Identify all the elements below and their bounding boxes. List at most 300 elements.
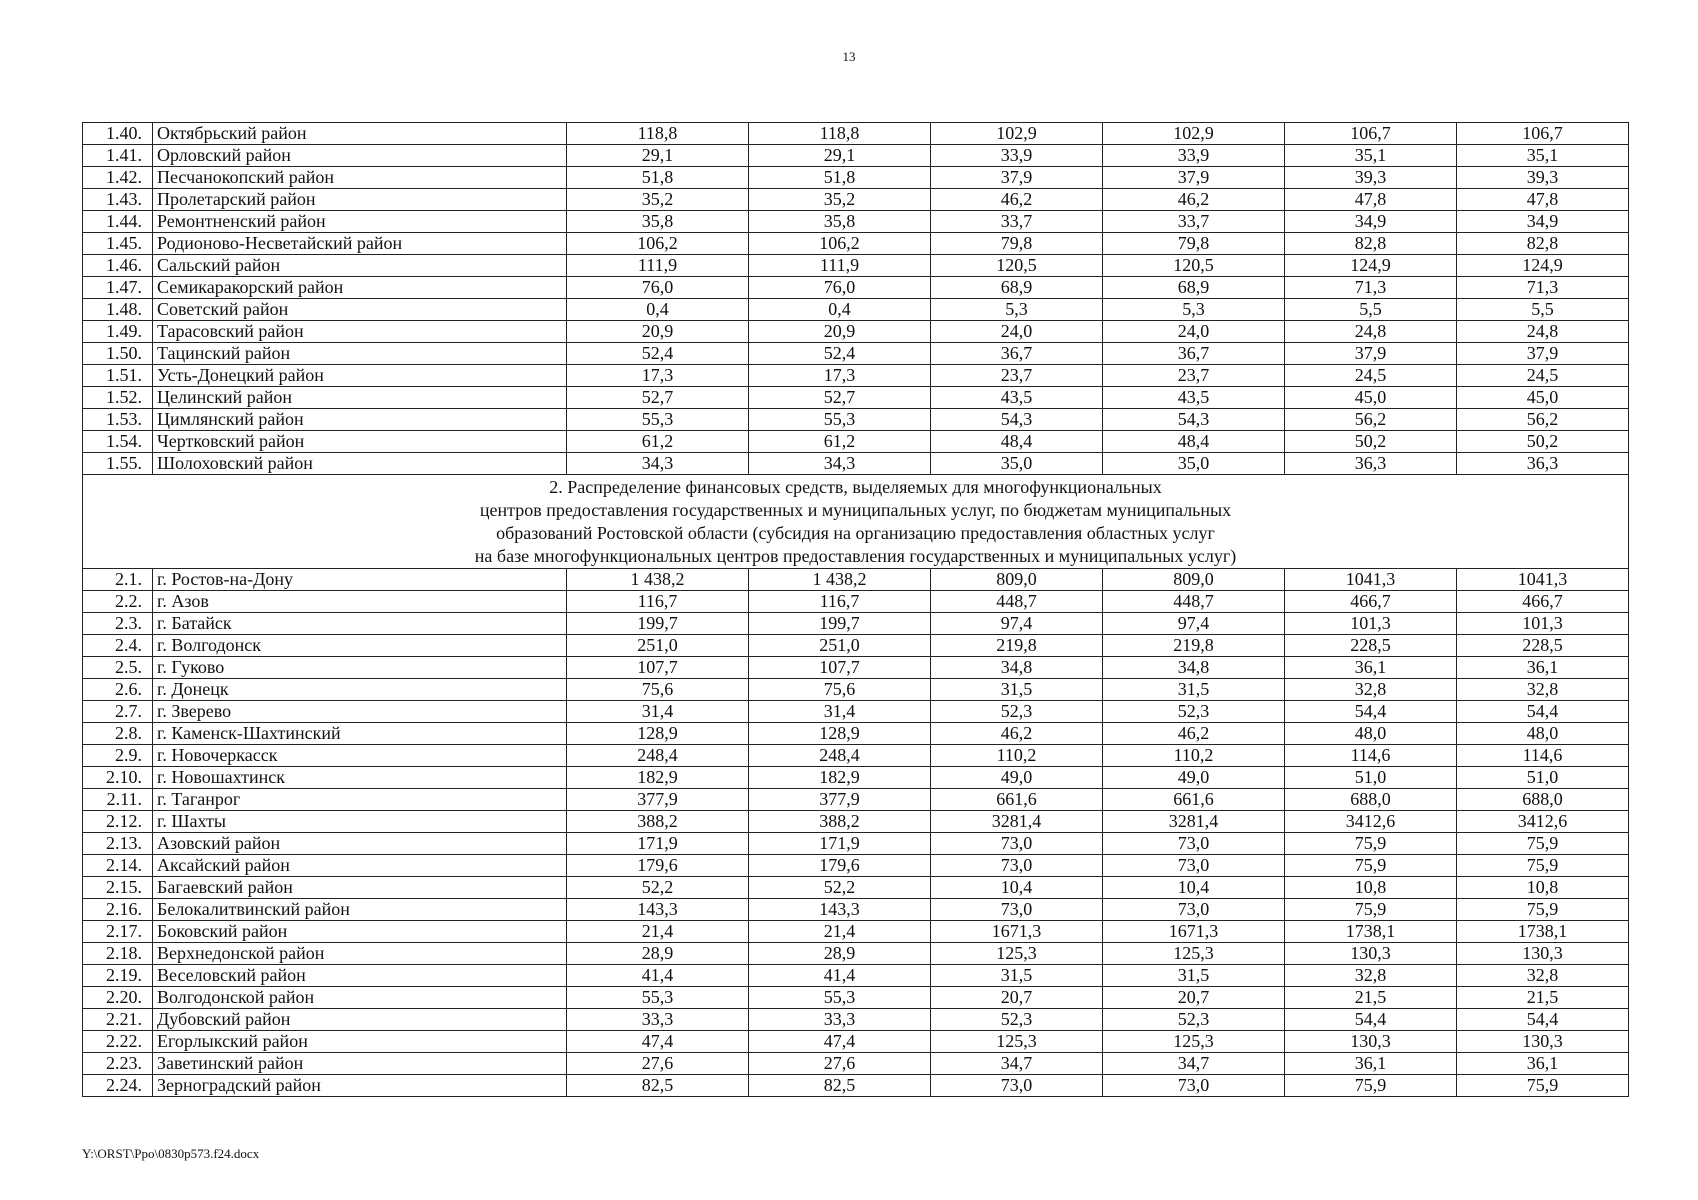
value-cell: 39,3 <box>1285 167 1457 189</box>
municipality-name: Шолоховский район <box>153 453 567 475</box>
row-number: 2.20. <box>83 987 153 1009</box>
value-cell: 47,8 <box>1285 189 1457 211</box>
municipality-name: Октябрьский район <box>153 123 567 145</box>
row-number: 1.55. <box>83 453 153 475</box>
row-number: 1.49. <box>83 321 153 343</box>
value-cell: 51,0 <box>1457 767 1629 789</box>
value-cell: 35,1 <box>1457 145 1629 167</box>
value-cell: 21,5 <box>1285 987 1457 1009</box>
value-cell: 36,3 <box>1457 453 1629 475</box>
row-number: 2.24. <box>83 1075 153 1097</box>
municipality-name: Азовский район <box>153 833 567 855</box>
table-row <box>83 767 1629 789</box>
table-row <box>83 1009 1629 1031</box>
value-cell: 54,4 <box>1457 1009 1629 1031</box>
value-cell: 3281,4 <box>1103 811 1285 833</box>
value-cell: 43,5 <box>931 387 1103 409</box>
row-number: 2.23. <box>83 1053 153 1075</box>
value-cell: 36,1 <box>1285 1053 1457 1075</box>
value-cell: 130,3 <box>1457 1031 1629 1053</box>
value-cell: 75,9 <box>1457 833 1629 855</box>
table-row <box>83 1075 1629 1097</box>
value-cell: 36,1 <box>1457 657 1629 679</box>
value-cell: 55,3 <box>567 409 749 431</box>
table-row <box>83 987 1629 1009</box>
value-cell: 36,1 <box>1457 1053 1629 1075</box>
value-cell: 1 438,2 <box>567 569 749 591</box>
municipality-name: Егорлыкский район <box>153 1031 567 1053</box>
value-cell: 54,4 <box>1285 1009 1457 1031</box>
value-cell: 661,6 <box>1103 789 1285 811</box>
value-cell: 1041,3 <box>1285 569 1457 591</box>
table-row <box>83 569 1629 591</box>
value-cell: 82,8 <box>1457 233 1629 255</box>
value-cell: 0,4 <box>567 299 749 321</box>
value-cell: 35,0 <box>931 453 1103 475</box>
value-cell: 251,0 <box>567 635 749 657</box>
value-cell: 1738,1 <box>1285 921 1457 943</box>
table-row <box>83 167 1629 189</box>
row-number: 2.5. <box>83 657 153 679</box>
value-cell: 35,8 <box>749 211 931 233</box>
value-cell: 73,0 <box>1103 899 1285 921</box>
value-cell: 110,2 <box>931 745 1103 767</box>
value-cell: 46,2 <box>1103 189 1285 211</box>
value-cell: 45,0 <box>1457 387 1629 409</box>
value-cell: 388,2 <box>567 811 749 833</box>
row-number: 2.14. <box>83 855 153 877</box>
row-number: 2.22. <box>83 1031 153 1053</box>
table-row <box>83 123 1629 145</box>
value-cell: 75,9 <box>1285 1075 1457 1097</box>
section-2-heading-group <box>83 475 1629 569</box>
section-2-rows <box>83 569 1629 1097</box>
table-row <box>83 1053 1629 1075</box>
value-cell: 124,9 <box>1285 255 1457 277</box>
municipality-name: Целинский район <box>153 387 567 409</box>
value-cell: 54,3 <box>1103 409 1285 431</box>
value-cell: 52,2 <box>749 877 931 899</box>
municipality-name: г. Азов <box>153 591 567 613</box>
value-cell: 106,2 <box>567 233 749 255</box>
value-cell: 24,8 <box>1457 321 1629 343</box>
table-row <box>83 189 1629 211</box>
value-cell: 48,4 <box>931 431 1103 453</box>
row-number: 1.52. <box>83 387 153 409</box>
municipality-name: г. Батайск <box>153 613 567 635</box>
row-number: 2.3. <box>83 613 153 635</box>
value-cell: 36,7 <box>1103 343 1285 365</box>
value-cell: 130,3 <box>1285 1031 1457 1053</box>
row-number: 2.7. <box>83 701 153 723</box>
value-cell: 24,5 <box>1457 365 1629 387</box>
value-cell: 36,7 <box>931 343 1103 365</box>
table-row <box>83 387 1629 409</box>
value-cell: 171,9 <box>749 833 931 855</box>
value-cell: 61,2 <box>567 431 749 453</box>
value-cell: 55,3 <box>567 987 749 1009</box>
value-cell: 34,9 <box>1457 211 1629 233</box>
value-cell: 199,7 <box>567 613 749 635</box>
municipality-name: Тарасовский район <box>153 321 567 343</box>
municipality-name: г. Донецк <box>153 679 567 701</box>
value-cell: 17,3 <box>749 365 931 387</box>
value-cell: 688,0 <box>1457 789 1629 811</box>
value-cell: 5,3 <box>931 299 1103 321</box>
table-row <box>83 211 1629 233</box>
row-number: 2.19. <box>83 965 153 987</box>
municipality-name: Аксайский район <box>153 855 567 877</box>
value-cell: 75,6 <box>567 679 749 701</box>
value-cell: 35,2 <box>567 189 749 211</box>
value-cell: 54,4 <box>1285 701 1457 723</box>
value-cell: 50,2 <box>1285 431 1457 453</box>
value-cell: 21,5 <box>1457 987 1629 1009</box>
value-cell: 51,8 <box>567 167 749 189</box>
value-cell: 35,1 <box>1285 145 1457 167</box>
row-number: 2.6. <box>83 679 153 701</box>
value-cell: 46,2 <box>1103 723 1285 745</box>
value-cell: 120,5 <box>931 255 1103 277</box>
value-cell: 29,1 <box>749 145 931 167</box>
value-cell: 228,5 <box>1457 635 1629 657</box>
value-cell: 10,8 <box>1285 877 1457 899</box>
value-cell: 248,4 <box>567 745 749 767</box>
value-cell: 114,6 <box>1285 745 1457 767</box>
municipality-name: Сальский район <box>153 255 567 277</box>
table-row <box>83 1031 1629 1053</box>
value-cell: 24,0 <box>931 321 1103 343</box>
row-number: 2.11. <box>83 789 153 811</box>
value-cell: 79,8 <box>931 233 1103 255</box>
value-cell: 20,7 <box>931 987 1103 1009</box>
value-cell: 21,4 <box>567 921 749 943</box>
value-cell: 35,8 <box>567 211 749 233</box>
value-cell: 5,5 <box>1285 299 1457 321</box>
table-row <box>83 943 1629 965</box>
municipality-name: Усть-Донецкий район <box>153 365 567 387</box>
value-cell: 31,5 <box>1103 679 1285 701</box>
row-number: 1.45. <box>83 233 153 255</box>
value-cell: 33,9 <box>1103 145 1285 167</box>
value-cell: 102,9 <box>931 123 1103 145</box>
value-cell: 52,3 <box>931 701 1103 723</box>
row-number: 1.40. <box>83 123 153 145</box>
value-cell: 24,0 <box>1103 321 1285 343</box>
value-cell: 24,5 <box>1285 365 1457 387</box>
table-row <box>83 365 1629 387</box>
value-cell: 228,5 <box>1285 635 1457 657</box>
row-number: 1.46. <box>83 255 153 277</box>
value-cell: 97,4 <box>931 613 1103 635</box>
table-row <box>83 745 1629 767</box>
table-row <box>83 965 1629 987</box>
value-cell: 45,0 <box>1285 387 1457 409</box>
row-number: 1.48. <box>83 299 153 321</box>
value-cell: 37,9 <box>1103 167 1285 189</box>
value-cell: 388,2 <box>749 811 931 833</box>
table-row <box>83 701 1629 723</box>
value-cell: 47,4 <box>749 1031 931 1053</box>
municipality-name: г. Гуково <box>153 657 567 679</box>
value-cell: 82,5 <box>749 1075 931 1097</box>
municipality-name: Песчанокопский район <box>153 167 567 189</box>
value-cell: 23,7 <box>931 365 1103 387</box>
value-cell: 32,8 <box>1285 965 1457 987</box>
value-cell: 73,0 <box>931 1075 1103 1097</box>
value-cell: 377,9 <box>567 789 749 811</box>
table-row <box>83 789 1629 811</box>
value-cell: 130,3 <box>1457 943 1629 965</box>
row-number: 1.51. <box>83 365 153 387</box>
value-cell: 33,7 <box>931 211 1103 233</box>
row-number: 2.18. <box>83 943 153 965</box>
value-cell: 33,3 <box>567 1009 749 1031</box>
value-cell: 47,8 <box>1457 189 1629 211</box>
row-number: 2.1. <box>83 569 153 591</box>
budget-distribution-table <box>82 122 1629 1097</box>
value-cell: 75,6 <box>749 679 931 701</box>
value-cell: 49,0 <box>931 767 1103 789</box>
value-cell: 52,4 <box>749 343 931 365</box>
table-row <box>83 343 1629 365</box>
value-cell: 75,9 <box>1285 833 1457 855</box>
table-row <box>83 921 1629 943</box>
value-cell: 125,3 <box>1103 1031 1285 1053</box>
value-cell: 75,9 <box>1457 855 1629 877</box>
table-row <box>83 233 1629 255</box>
value-cell: 55,3 <box>749 987 931 1009</box>
value-cell: 111,9 <box>567 255 749 277</box>
row-number: 1.43. <box>83 189 153 211</box>
value-cell: 0,4 <box>749 299 931 321</box>
value-cell: 23,7 <box>1103 365 1285 387</box>
municipality-name: г. Шахты <box>153 811 567 833</box>
value-cell: 34,3 <box>749 453 931 475</box>
row-number: 2.10. <box>83 767 153 789</box>
value-cell: 32,8 <box>1457 679 1629 701</box>
value-cell: 102,9 <box>1103 123 1285 145</box>
municipality-name: Волгодонской район <box>153 987 567 1009</box>
value-cell: 36,1 <box>1285 657 1457 679</box>
municipality-name: Чертковский район <box>153 431 567 453</box>
value-cell: 118,8 <box>567 123 749 145</box>
table-row <box>83 431 1629 453</box>
value-cell: 101,3 <box>1457 613 1629 635</box>
row-number: 1.54. <box>83 431 153 453</box>
value-cell: 50,2 <box>1457 431 1629 453</box>
value-cell: 1 438,2 <box>749 569 931 591</box>
value-cell: 52,2 <box>567 877 749 899</box>
municipality-name: Пролетарский район <box>153 189 567 211</box>
value-cell: 35,2 <box>749 189 931 211</box>
row-number: 2.4. <box>83 635 153 657</box>
municipality-name: Родионово-Несветайский район <box>153 233 567 255</box>
value-cell: 106,7 <box>1285 123 1457 145</box>
value-cell: 34,9 <box>1285 211 1457 233</box>
table-row <box>83 899 1629 921</box>
value-cell: 28,9 <box>567 943 749 965</box>
value-cell: 73,0 <box>931 899 1103 921</box>
table-row <box>83 409 1629 431</box>
section-heading-row <box>83 475 1629 569</box>
section-heading-line: 2. Распределение финансовых средств, выделяемых для многофункциональных <box>549 476 1162 497</box>
value-cell: 31,5 <box>1103 965 1285 987</box>
value-cell: 125,3 <box>1103 943 1285 965</box>
row-number: 1.41. <box>83 145 153 167</box>
value-cell: 1671,3 <box>1103 921 1285 943</box>
municipality-name: г. Ростов-на-Дону <box>153 569 567 591</box>
value-cell: 31,4 <box>567 701 749 723</box>
value-cell: 118,8 <box>749 123 931 145</box>
value-cell: 39,3 <box>1457 167 1629 189</box>
value-cell: 75,9 <box>1285 855 1457 877</box>
value-cell: 37,9 <box>1457 343 1629 365</box>
municipality-name: Орловский район <box>153 145 567 167</box>
table-row <box>83 657 1629 679</box>
value-cell: 75,9 <box>1285 899 1457 921</box>
value-cell: 114,6 <box>1457 745 1629 767</box>
value-cell: 73,0 <box>1103 855 1285 877</box>
municipality-name: Белокалитвинский район <box>153 899 567 921</box>
value-cell: 71,3 <box>1285 277 1457 299</box>
value-cell: 10,4 <box>931 877 1103 899</box>
value-cell: 54,3 <box>931 409 1103 431</box>
value-cell: 130,3 <box>1285 943 1457 965</box>
value-cell: 106,7 <box>1457 123 1629 145</box>
value-cell: 179,6 <box>749 855 931 877</box>
value-cell: 49,0 <box>1103 767 1285 789</box>
value-cell: 48,0 <box>1457 723 1629 745</box>
value-cell: 97,4 <box>1103 613 1285 635</box>
value-cell: 47,4 <box>567 1031 749 1053</box>
row-number: 2.2. <box>83 591 153 613</box>
value-cell: 76,0 <box>749 277 931 299</box>
table-row <box>83 299 1629 321</box>
table-row <box>83 877 1629 899</box>
value-cell: 101,3 <box>1285 613 1457 635</box>
row-number: 2.12. <box>83 811 153 833</box>
value-cell: 73,0 <box>1103 1075 1285 1097</box>
value-cell: 41,4 <box>567 965 749 987</box>
value-cell: 41,4 <box>749 965 931 987</box>
value-cell: 73,0 <box>931 855 1103 877</box>
municipality-name: г. Новочеркасск <box>153 745 567 767</box>
value-cell: 1738,1 <box>1457 921 1629 943</box>
value-cell: 3281,4 <box>931 811 1103 833</box>
value-cell: 143,3 <box>749 899 931 921</box>
value-cell: 124,9 <box>1457 255 1629 277</box>
row-number: 2.9. <box>83 745 153 767</box>
value-cell: 29,1 <box>567 145 749 167</box>
value-cell: 51,0 <box>1285 767 1457 789</box>
value-cell: 179,6 <box>567 855 749 877</box>
municipality-name: Дубовский район <box>153 1009 567 1031</box>
value-cell: 56,2 <box>1285 409 1457 431</box>
value-cell: 448,7 <box>1103 591 1285 613</box>
value-cell: 37,9 <box>931 167 1103 189</box>
value-cell: 33,9 <box>931 145 1103 167</box>
row-number: 2.13. <box>83 833 153 855</box>
value-cell: 34,8 <box>1103 657 1285 679</box>
row-number: 2.16. <box>83 899 153 921</box>
value-cell: 82,8 <box>1285 233 1457 255</box>
value-cell: 34,3 <box>567 453 749 475</box>
row-number: 1.47. <box>83 277 153 299</box>
value-cell: 128,9 <box>567 723 749 745</box>
value-cell: 34,7 <box>931 1053 1103 1075</box>
value-cell: 76,0 <box>567 277 749 299</box>
value-cell: 34,8 <box>931 657 1103 679</box>
value-cell: 73,0 <box>931 833 1103 855</box>
value-cell: 3412,6 <box>1457 811 1629 833</box>
value-cell: 21,4 <box>749 921 931 943</box>
value-cell: 128,9 <box>749 723 931 745</box>
table-row <box>83 145 1629 167</box>
table-row <box>83 277 1629 299</box>
value-cell: 111,9 <box>749 255 931 277</box>
value-cell: 24,8 <box>1285 321 1457 343</box>
value-cell: 48,0 <box>1285 723 1457 745</box>
row-number: 2.15. <box>83 877 153 899</box>
value-cell: 20,9 <box>567 321 749 343</box>
value-cell: 32,8 <box>1285 679 1457 701</box>
value-cell: 1041,3 <box>1457 569 1629 591</box>
section-heading-line: центров предоставления государственных и муниципальных услуг, по бюджетам муниципальных <box>479 499 1232 520</box>
value-cell: 466,7 <box>1285 591 1457 613</box>
municipality-name: г. Каменск-Шахтинский <box>153 723 567 745</box>
value-cell: 46,2 <box>931 189 1103 211</box>
municipality-name: Ремонтненский район <box>153 211 567 233</box>
value-cell: 116,7 <box>567 591 749 613</box>
value-cell: 248,4 <box>749 745 931 767</box>
value-cell: 31,5 <box>931 679 1103 701</box>
table-row <box>83 635 1629 657</box>
value-cell: 3412,6 <box>1285 811 1457 833</box>
table-row <box>83 613 1629 635</box>
value-cell: 79,8 <box>1103 233 1285 255</box>
value-cell: 52,4 <box>567 343 749 365</box>
value-cell: 46,2 <box>931 723 1103 745</box>
value-cell: 52,7 <box>567 387 749 409</box>
value-cell: 32,8 <box>1457 965 1629 987</box>
municipality-name: г. Новошахтинск <box>153 767 567 789</box>
value-cell: 82,5 <box>567 1075 749 1097</box>
row-number: 2.21. <box>83 1009 153 1031</box>
municipality-name: Тацинский район <box>153 343 567 365</box>
table-row <box>83 723 1629 745</box>
value-cell: 5,5 <box>1457 299 1629 321</box>
value-cell: 33,3 <box>749 1009 931 1031</box>
value-cell: 52,3 <box>1103 701 1285 723</box>
table-row <box>83 855 1629 877</box>
value-cell: 43,5 <box>1103 387 1285 409</box>
budget-distribution-table-wrapper <box>82 122 1628 1097</box>
section-2-heading <box>83 475 1629 569</box>
page-number: 13 <box>842 49 856 64</box>
value-cell: 171,9 <box>567 833 749 855</box>
municipality-name: Багаевский район <box>153 877 567 899</box>
value-cell: 27,6 <box>567 1053 749 1075</box>
row-number: 1.42. <box>83 167 153 189</box>
value-cell: 36,3 <box>1285 453 1457 475</box>
table-row <box>83 321 1629 343</box>
value-cell: 52,3 <box>931 1009 1103 1031</box>
section-heading-line: образований Ростовской области (субсидия на организацию предоставления областных услуг <box>496 522 1215 543</box>
value-cell: 809,0 <box>1103 569 1285 591</box>
value-cell: 17,3 <box>567 365 749 387</box>
municipality-name: Зерноградский район <box>153 1075 567 1097</box>
